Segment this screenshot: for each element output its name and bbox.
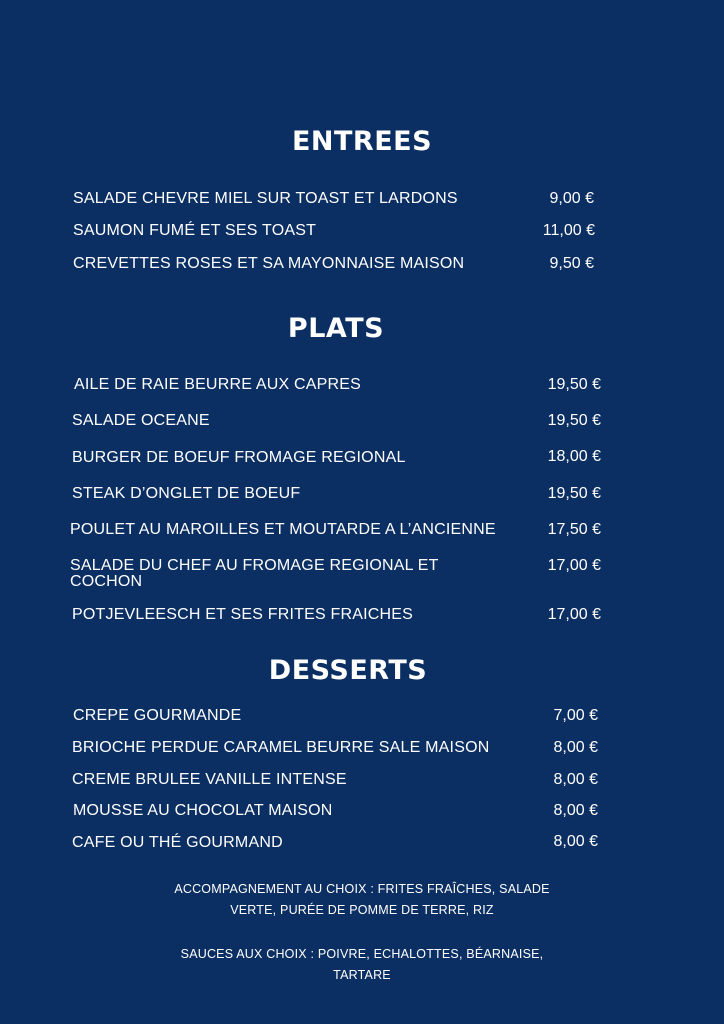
menu-item-price: 18,00 € — [547, 448, 601, 465]
menu-item-price: 17,50 € — [547, 521, 601, 538]
menu-item-name: CAFE OU THÉ GOURMAND — [72, 834, 283, 851]
menu-item-name: AILE DE RAIE BEURRE AUX CAPRES — [74, 376, 361, 393]
menu-item-name: POTJEVLEESCH ET SES FRITES FRAICHES — [72, 606, 413, 623]
sauces-note-line: TARTARE — [333, 968, 391, 982]
menu-item-name: CREVETTES ROSES ET SA MAYONNAISE MAISON — [73, 255, 465, 272]
menu-item-price: 17,00 € — [547, 557, 601, 574]
menu-item-name: BRIOCHE PERDUE CARAMEL BEURRE SALE MAISON — [72, 739, 490, 756]
accompaniment-note-line: VERTE, PURÉE DE POMME DE TERRE, RIZ — [230, 903, 494, 917]
menu-item-price: 8,00 € — [553, 771, 598, 788]
menu-item-name: POULET AU MAROILLES ET MOUTARDE A L’ANCIENNE — [70, 521, 496, 538]
accompaniment-note — [0, 879, 724, 921]
menu-item-price: 17,00 € — [547, 606, 601, 623]
menu-item-name: BURGER DE BOEUF FROMAGE REGIONAL — [72, 449, 406, 466]
section-title-entrees: ENTREES — [291, 126, 433, 157]
menu-item-price: 11,00 € — [542, 222, 595, 239]
menu-item-name: MOUSSE AU CHOCOLAT MAISON — [73, 802, 333, 819]
menu-item-name: SAUMON FUMÉ ET SES TOAST — [73, 222, 317, 239]
menu-item-name: CREPE GOURMANDE — [73, 707, 242, 724]
accompaniment-note-line: ACCOMPAGNEMENT AU CHOIX : FRITES FRAÎCHES, SALADE — [174, 882, 550, 896]
menu-item-price: 8,00 € — [553, 739, 598, 756]
sauces-note-line: SAUCES AUX CHOIX : POIVRE, ECHALOTTES, BÉARNAISE, — [180, 947, 544, 961]
section-title-desserts: DESSERTS — [268, 655, 428, 686]
menu-item-price: 8,00 € — [553, 833, 598, 850]
menu-item-price: 7,00 € — [553, 707, 598, 724]
sauces-note — [0, 944, 724, 986]
section-title-plats: PLATS — [287, 313, 385, 344]
menu-item-name: SALADE DU CHEF AU FROMAGE REGIONAL ET COCHON — [70, 557, 439, 590]
menu-item-price: 9,00 € — [549, 190, 594, 207]
menu-item-price: 19,50 € — [547, 485, 601, 502]
menu-item-name: STEAK D’ONGLET DE BOEUF — [72, 485, 301, 502]
menu-item-name: CREME BRULEE VANILLE INTENSE — [72, 771, 347, 788]
menu-item-price: 19,50 € — [547, 412, 601, 429]
menu-item-price: 19,50 € — [547, 376, 601, 393]
menu-item-price: 9,50 € — [549, 255, 594, 272]
menu-item-name: SALADE OCEANE — [72, 412, 210, 429]
menu-item-price: 8,00 € — [553, 802, 598, 819]
menu-item-name: SALADE CHEVRE MIEL SUR TOAST ET LARDONS — [73, 190, 458, 207]
